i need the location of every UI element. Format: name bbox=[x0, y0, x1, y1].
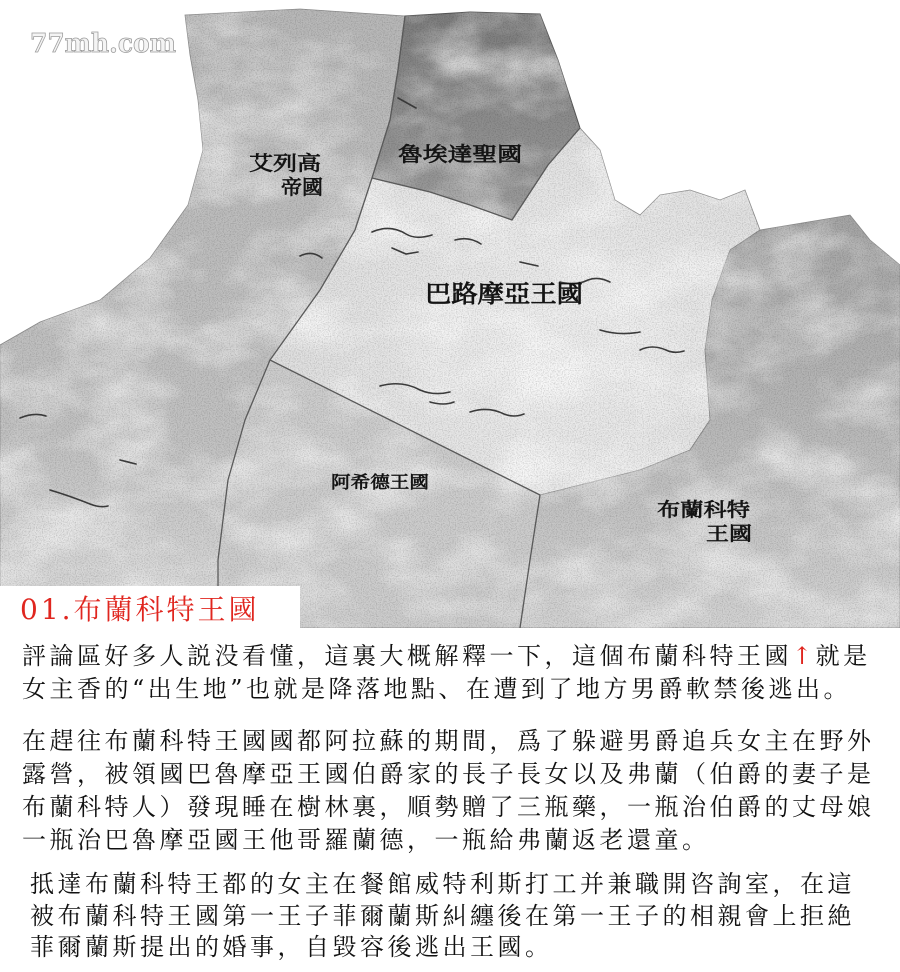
paragraph-line: 露營，被領國巴魯摩亞王國伯爵家的長子長女以及弗蘭（伯爵的妻子是 bbox=[22, 760, 875, 788]
paragraph-line: 女主香的“出生地”也就是降落地點、在遭到了地方男爵軟禁後逃出。 bbox=[22, 675, 852, 703]
section-heading: 01.布蘭科特王國 bbox=[20, 593, 260, 626]
paragraph-line: 一瓶治巴魯摩亞國王他哥羅蘭德，一瓶給弗蘭返老還童。 bbox=[22, 826, 710, 854]
paragraph-line: 抵達布蘭科特王都的女主在餐館威特利斯打工并兼職開咨詢室，在這 bbox=[30, 870, 855, 898]
line-text: 就是 bbox=[815, 642, 871, 670]
paragraph-line bbox=[22, 640, 871, 673]
map-label-eastern-kingdom-line1: 布蘭科特 bbox=[657, 499, 734, 521]
line-text: 評論區好多人説没看懂，這裏大概解釋一下，這個布蘭科特王國 bbox=[22, 642, 792, 670]
map-label-southern-kingdom: 阿希德王國 bbox=[331, 473, 416, 493]
map-label-central-kingdom: 巴路摩亞王國 bbox=[425, 280, 583, 308]
paragraph-line: 菲爾蘭斯提出的婚事，自毀容後逃出王國。 bbox=[30, 933, 553, 961]
map-label-eastern-kingdom-line2: 王國 bbox=[706, 523, 752, 545]
map-label-west-empire-line1: 艾列高 bbox=[249, 151, 321, 175]
paragraph-intro bbox=[22, 640, 871, 706]
map-label-west-empire-line2: 帝國 bbox=[281, 175, 323, 199]
paragraph-line: 被布蘭科特王國第一王子菲爾蘭斯糾纏後在第一王子的相親會上拒絶 bbox=[30, 901, 855, 930]
map-label-holy-state: 魯埃達聖國 bbox=[398, 142, 522, 166]
paragraph-line: 布蘭科特人）發現睡在樹林裏，順勢贈了三瓶藥，一瓶治伯爵的丈母娘 bbox=[22, 793, 875, 821]
watermark: 77mh.com bbox=[30, 29, 176, 59]
up-arrow-icon: ↑ bbox=[792, 642, 816, 670]
paragraph-capital bbox=[30, 869, 855, 964]
paragraph-line: 在趕往布蘭科特王國國都阿拉蘇的期間，爲了躲避男爵追兵女主在野外 bbox=[22, 727, 875, 755]
paragraph-escape bbox=[22, 725, 875, 857]
